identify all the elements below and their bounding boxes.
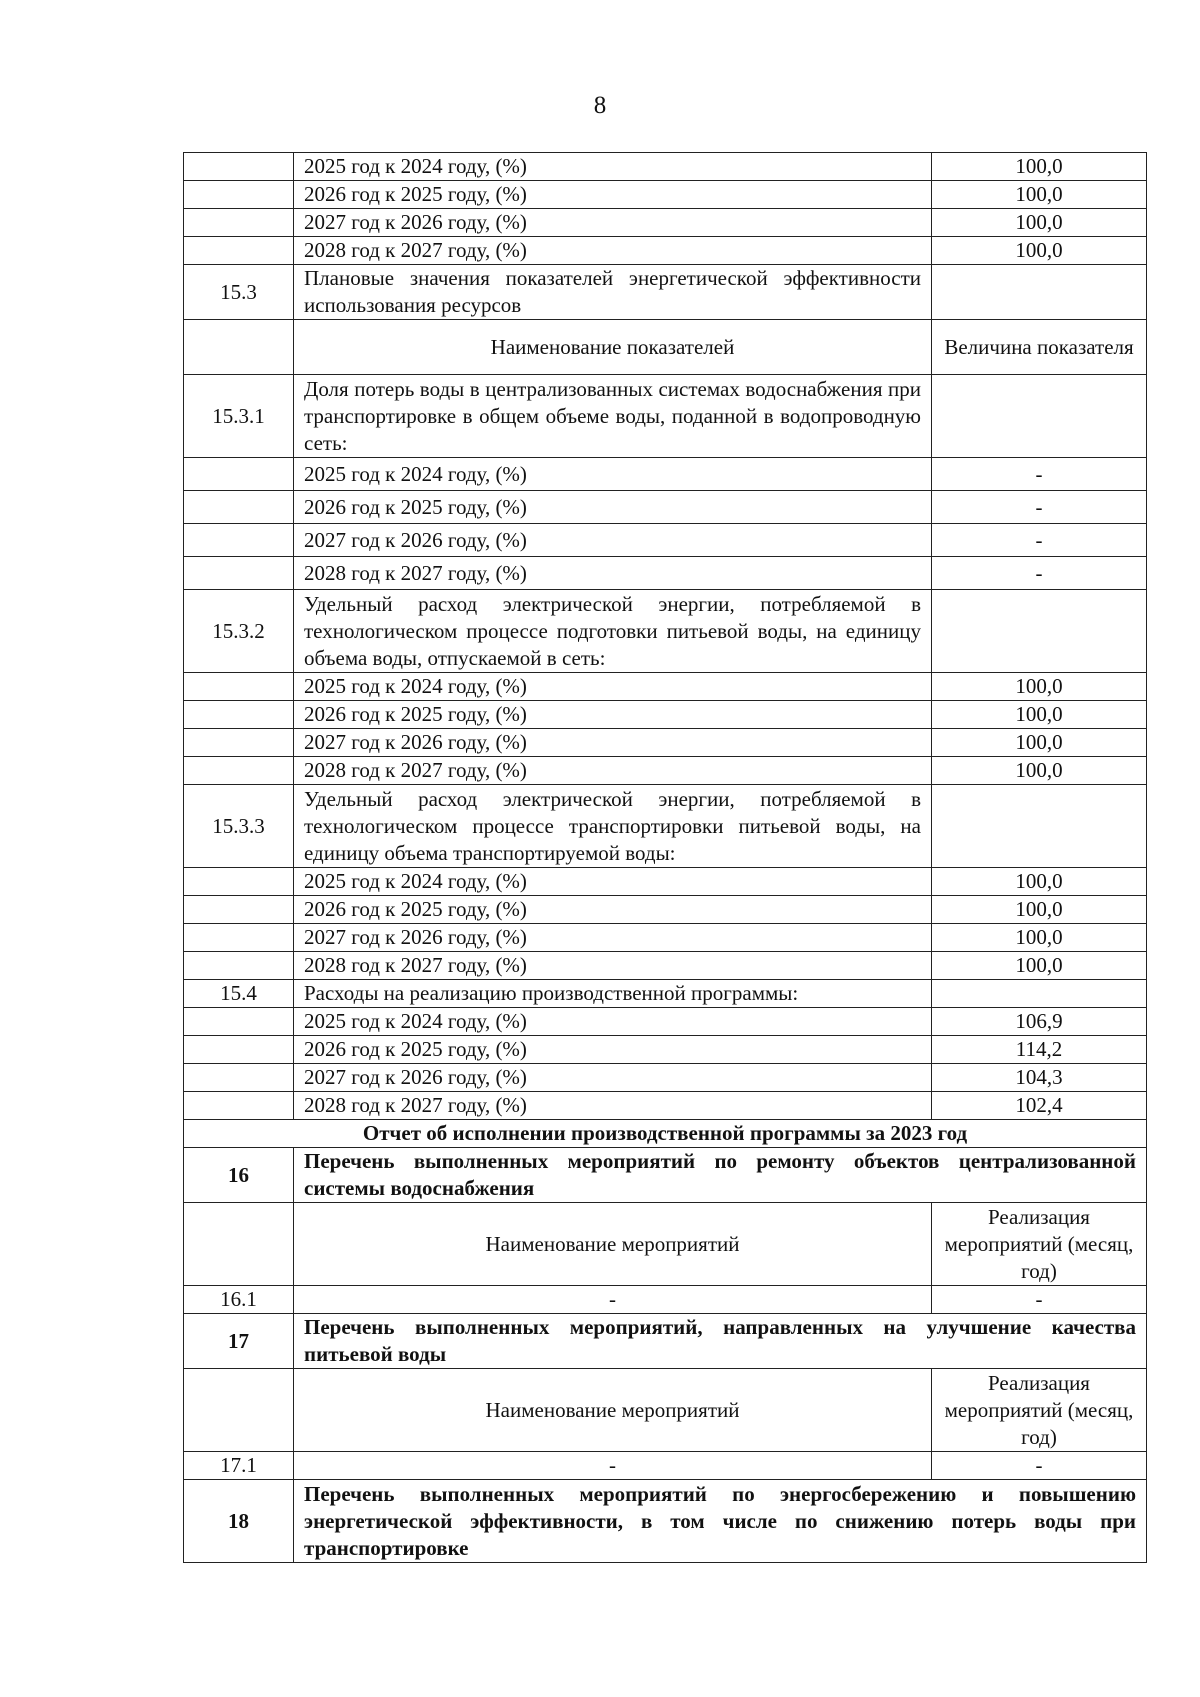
table-row: [184, 491, 1147, 524]
table-row: [184, 458, 1147, 491]
row-value: 100,0: [932, 181, 1147, 209]
row-value: 100,0: [932, 952, 1147, 980]
row-name: 2027 год к 2026 году, (%): [294, 924, 932, 952]
section-row: [184, 590, 1147, 673]
section-row: [184, 265, 1147, 320]
section-title: Перечень выполненных мероприятий по энергосбережению и повышению энергетической эффективности, в том числе по снижению потерь воды при транспортировке: [294, 1480, 1147, 1563]
row-value: [932, 590, 1147, 673]
column-header-value: Реализация мероприятий (месяц, год): [932, 1203, 1147, 1286]
row-name: 2027 год к 2026 году, (%): [294, 729, 932, 757]
row-name: 2026 год к 2025 году, (%): [294, 1036, 932, 1064]
table-row: [184, 952, 1147, 980]
table-row: [184, 181, 1147, 209]
row-number: [184, 896, 294, 924]
row-name: 2027 год к 2026 году, (%): [294, 524, 932, 557]
table-row: [184, 1008, 1147, 1036]
section-title: Удельный расход электрической энергии, потребляемой в технологическом процессе транспортировки питьевой воды, на единицу объема транспортируемой воды:: [294, 785, 932, 868]
row-value: 100,0: [932, 868, 1147, 896]
row-number: [184, 181, 294, 209]
section-title: Расходы на реализацию производственной программы:: [294, 980, 932, 1008]
row-number: [184, 153, 294, 181]
row-value: -: [932, 557, 1147, 590]
row-name: 2026 год к 2025 году, (%): [294, 491, 932, 524]
row-name: 2028 год к 2027 году, (%): [294, 237, 932, 265]
row-name: 2025 год к 2024 году, (%): [294, 458, 932, 491]
row-number: [184, 209, 294, 237]
column-header-row: [184, 320, 1147, 375]
section-title: Перечень выполненных мероприятий по ремонту объектов централизованной системы водоснабжения: [294, 1148, 1147, 1203]
row-number: 16.1: [184, 1286, 294, 1314]
row-number: [184, 868, 294, 896]
row-name: 2027 год к 2026 году, (%): [294, 209, 932, 237]
section-number: 15.3.3: [184, 785, 294, 868]
column-header-value: Величина показателя: [932, 320, 1147, 375]
row-number: [184, 1064, 294, 1092]
table-row: [184, 729, 1147, 757]
row-value: -: [932, 491, 1147, 524]
section-number: 18: [184, 1480, 294, 1563]
row-value: [932, 375, 1147, 458]
row-name: 2028 год к 2027 году, (%): [294, 557, 932, 590]
row-number: [184, 557, 294, 590]
section-title: Плановые значения показателей энергетической эффективности использования ресурсов: [294, 265, 932, 320]
column-header-row: [184, 1369, 1147, 1452]
row-value: 100,0: [932, 237, 1147, 265]
row-number: [184, 1036, 294, 1064]
row-value: 100,0: [932, 757, 1147, 785]
section-title: Доля потерь воды в централизованных системах водоснабжения при транспортировке в общем объеме воды, поданной в водопроводную сеть:: [294, 375, 932, 458]
column-header-row: [184, 1203, 1147, 1286]
report-title-row: [184, 1120, 1147, 1148]
row-name: 2026 год к 2025 году, (%): [294, 896, 932, 924]
table-row: [184, 868, 1147, 896]
report-title: Отчет об исполнении производственной программы за 2023 год: [184, 1120, 1147, 1148]
section-row: [184, 1480, 1147, 1563]
table-row: [184, 924, 1147, 952]
section-row: [184, 785, 1147, 868]
row-number: [184, 524, 294, 557]
table-row: [184, 673, 1147, 701]
table-row: [184, 701, 1147, 729]
row-value: 100,0: [932, 896, 1147, 924]
table-row: [184, 524, 1147, 557]
section-number: 15.3: [184, 265, 294, 320]
section-number: 16: [184, 1148, 294, 1203]
row-number: [184, 1203, 294, 1286]
row-value: 106,9: [932, 1008, 1147, 1036]
row-number: [184, 757, 294, 785]
column-header-name: Наименование показателей: [294, 320, 932, 375]
column-header-name: Наименование мероприятий: [294, 1369, 932, 1452]
row-number: [184, 458, 294, 491]
row-value: -: [932, 1286, 1147, 1314]
row-value: [932, 265, 1147, 320]
row-value: [932, 980, 1147, 1008]
row-number: [184, 237, 294, 265]
table-row: [184, 1064, 1147, 1092]
row-number: [184, 952, 294, 980]
table-row: [184, 1036, 1147, 1064]
row-number: 17.1: [184, 1452, 294, 1480]
indicators-table: [183, 152, 1147, 1563]
row-number: [184, 701, 294, 729]
section-title: Удельный расход электрической энергии, потребляемой в технологическом процессе подготовки питьевой воды, на единицу объема воды, отпускаемой в сеть:: [294, 590, 932, 673]
row-number: [184, 924, 294, 952]
row-number: [184, 673, 294, 701]
row-value: [932, 785, 1147, 868]
section-row: [184, 375, 1147, 458]
row-value: 100,0: [932, 924, 1147, 952]
row-value: -: [932, 524, 1147, 557]
section-number: 15.4: [184, 980, 294, 1008]
row-value: 100,0: [932, 701, 1147, 729]
table-row: [184, 209, 1147, 237]
row-name: 2025 год к 2024 году, (%): [294, 673, 932, 701]
row-name: 2028 год к 2027 году, (%): [294, 952, 932, 980]
table-row: [184, 557, 1147, 590]
table-row: [184, 896, 1147, 924]
row-number: [184, 1092, 294, 1120]
table-row: [184, 153, 1147, 181]
row-number: [184, 320, 294, 375]
row-name: 2025 год к 2024 году, (%): [294, 1008, 932, 1036]
row-number: [184, 1008, 294, 1036]
table-row: [184, 1286, 1147, 1314]
table-row: [184, 237, 1147, 265]
row-name: 2027 год к 2026 году, (%): [294, 1064, 932, 1092]
row-name: 2025 год к 2024 году, (%): [294, 153, 932, 181]
section-number: 17: [184, 1314, 294, 1369]
row-name: 2028 год к 2027 году, (%): [294, 1092, 932, 1120]
section-number: 15.3.1: [184, 375, 294, 458]
row-value: 100,0: [932, 673, 1147, 701]
table-row: [184, 1092, 1147, 1120]
column-header-value: Реализация мероприятий (месяц, год): [932, 1369, 1147, 1452]
row-name: 2026 год к 2025 году, (%): [294, 701, 932, 729]
row-name: 2028 год к 2027 году, (%): [294, 757, 932, 785]
row-number: [184, 1369, 294, 1452]
section-row: [184, 1314, 1147, 1369]
row-number: [184, 729, 294, 757]
column-header-name: Наименование мероприятий: [294, 1203, 932, 1286]
section-title: Перечень выполненных мероприятий, направленных на улучшение качества питьевой воды: [294, 1314, 1147, 1369]
section-row: [184, 1148, 1147, 1203]
row-name: -: [294, 1286, 932, 1314]
row-number: [184, 491, 294, 524]
table-row: [184, 757, 1147, 785]
row-name: -: [294, 1452, 932, 1480]
row-value: 100,0: [932, 209, 1147, 237]
row-value: 102,4: [932, 1092, 1147, 1120]
row-value: 100,0: [932, 153, 1147, 181]
page-number: 8: [593, 92, 607, 119]
row-value: 114,2: [932, 1036, 1147, 1064]
row-value: -: [932, 1452, 1147, 1480]
row-value: 104,3: [932, 1064, 1147, 1092]
row-value: 100,0: [932, 729, 1147, 757]
section-number: 15.3.2: [184, 590, 294, 673]
table-row: [184, 1452, 1147, 1480]
row-name: 2026 год к 2025 году, (%): [294, 181, 932, 209]
row-name: 2025 год к 2024 году, (%): [294, 868, 932, 896]
section-row: [184, 980, 1147, 1008]
row-value: -: [932, 458, 1147, 491]
